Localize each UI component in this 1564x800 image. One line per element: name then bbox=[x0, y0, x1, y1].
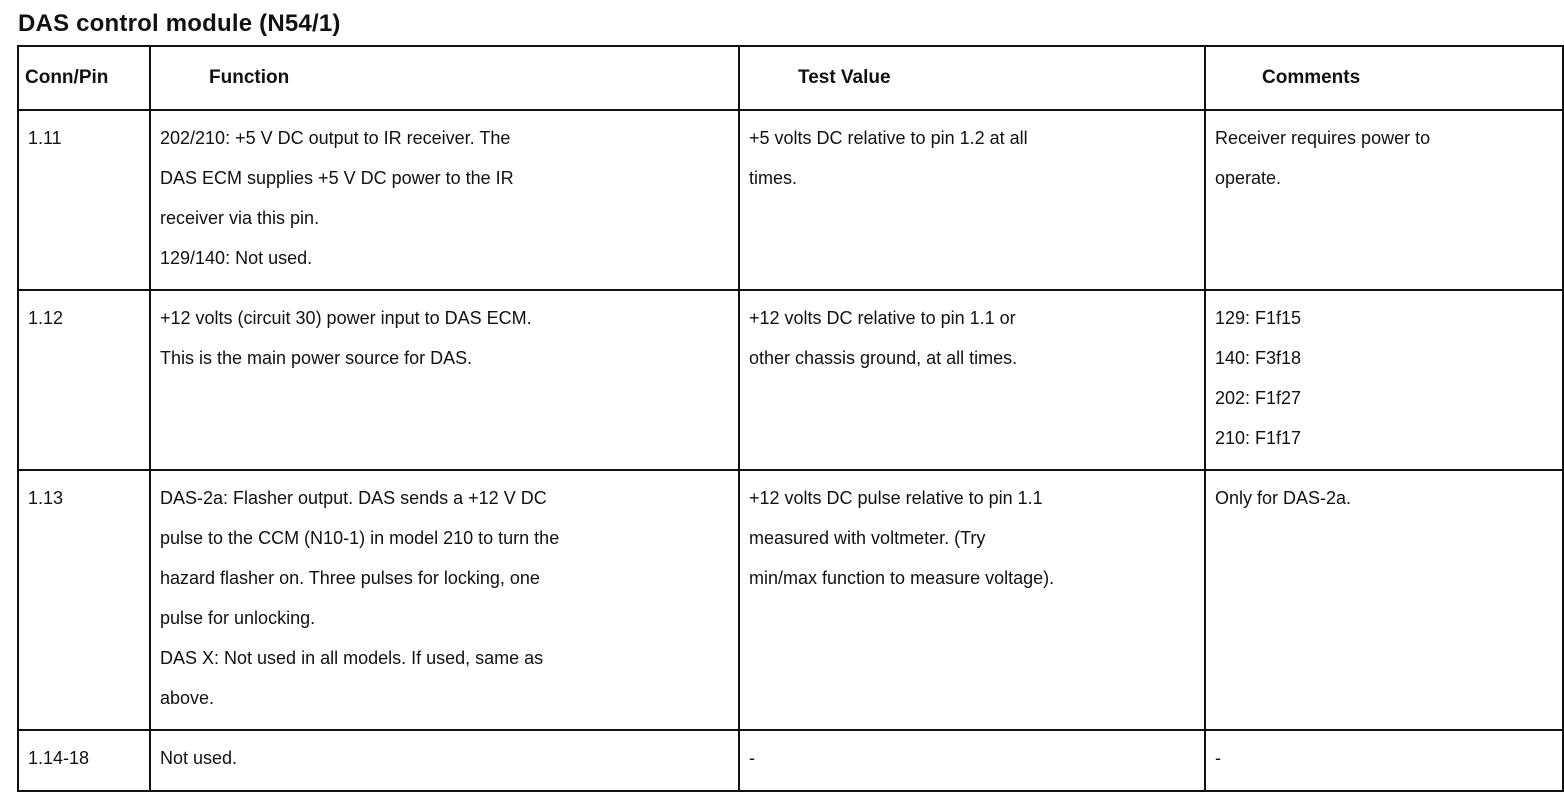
pin-cell: 1.11 bbox=[18, 110, 150, 290]
function-line: hazard flasher on. Three pulses for locking, one bbox=[160, 568, 540, 588]
comment-line: operate. bbox=[1215, 168, 1282, 188]
function-line: 202/210: +5 V DC output to IR receiver. The bbox=[160, 128, 511, 148]
test-value-line: +12 volts DC relative to pin 1.1 or bbox=[749, 308, 1016, 328]
comments-cell bbox=[1205, 290, 1563, 470]
function-line: 129/140: Not used. bbox=[160, 248, 313, 268]
header-conn-pin: Conn/Pin bbox=[18, 46, 150, 110]
test-value-cell bbox=[739, 470, 1205, 730]
function-line: pulse to the CCM (N10-1) in model 210 to turn the bbox=[160, 528, 560, 548]
comments-cell bbox=[1205, 110, 1563, 290]
header-function: Function bbox=[150, 46, 739, 110]
comments-cell bbox=[1205, 730, 1563, 791]
comment-line: 202: F1f27 bbox=[1215, 388, 1302, 408]
comments-cell bbox=[1205, 470, 1563, 730]
function-line: Not used. bbox=[160, 748, 238, 768]
function-line: pulse for unlocking. bbox=[160, 608, 316, 628]
table-row bbox=[18, 730, 1563, 791]
test-value-cell bbox=[739, 730, 1205, 791]
page-title: DAS control module (N54/1) bbox=[18, 10, 341, 37]
function-line: +12 volts (circuit 30) power input to DAS ECM. bbox=[160, 308, 532, 328]
test-value-cell bbox=[739, 290, 1205, 470]
test-value-line: measured with voltmeter. (Try bbox=[749, 528, 986, 548]
test-value-line: times. bbox=[749, 168, 798, 188]
table-row bbox=[18, 290, 1563, 470]
test-value-line: +12 volts DC pulse relative to pin 1.1 bbox=[749, 488, 1043, 508]
test-value-line: min/max function to measure voltage). bbox=[749, 568, 1055, 588]
function-cell bbox=[150, 470, 739, 730]
pin-table bbox=[17, 45, 1564, 792]
test-value-line: - bbox=[749, 748, 755, 768]
table-row bbox=[18, 110, 1563, 290]
function-line: receiver via this pin. bbox=[160, 208, 320, 228]
test-value-line: other chassis ground, at all times. bbox=[749, 348, 1018, 368]
function-line: This is the main power source for DAS. bbox=[160, 348, 473, 368]
pin-cell: 1.13 bbox=[18, 470, 150, 730]
comment-line: Receiver requires power to bbox=[1215, 128, 1431, 148]
function-line: above. bbox=[160, 688, 215, 708]
function-line: DAS-2a: Flasher output. DAS sends a +12 V DC bbox=[160, 488, 547, 508]
comment-line: 140: F3f18 bbox=[1215, 348, 1302, 368]
function-cell bbox=[150, 730, 739, 791]
pin-cell: 1.12 bbox=[18, 290, 150, 470]
comment-line: 129: F1f15 bbox=[1215, 308, 1302, 328]
function-cell bbox=[150, 110, 739, 290]
test-value-line: +5 volts DC relative to pin 1.2 at all bbox=[749, 128, 1028, 148]
comment-line: Only for DAS-2a. bbox=[1215, 488, 1352, 508]
function-line: DAS ECM supplies +5 V DC power to the IR bbox=[160, 168, 514, 188]
function-cell bbox=[150, 290, 739, 470]
table-header-row bbox=[18, 46, 1563, 110]
header-test-value: Test Value bbox=[739, 46, 1205, 110]
comment-line: - bbox=[1215, 748, 1221, 768]
function-line: DAS X: Not used in all models. If used, same as bbox=[160, 648, 544, 668]
test-value-cell bbox=[739, 110, 1205, 290]
header-comments: Comments bbox=[1205, 46, 1563, 110]
pin-cell: 1.14-18 bbox=[18, 730, 150, 791]
table-row bbox=[18, 470, 1563, 730]
comment-line: 210: F1f17 bbox=[1215, 428, 1302, 448]
